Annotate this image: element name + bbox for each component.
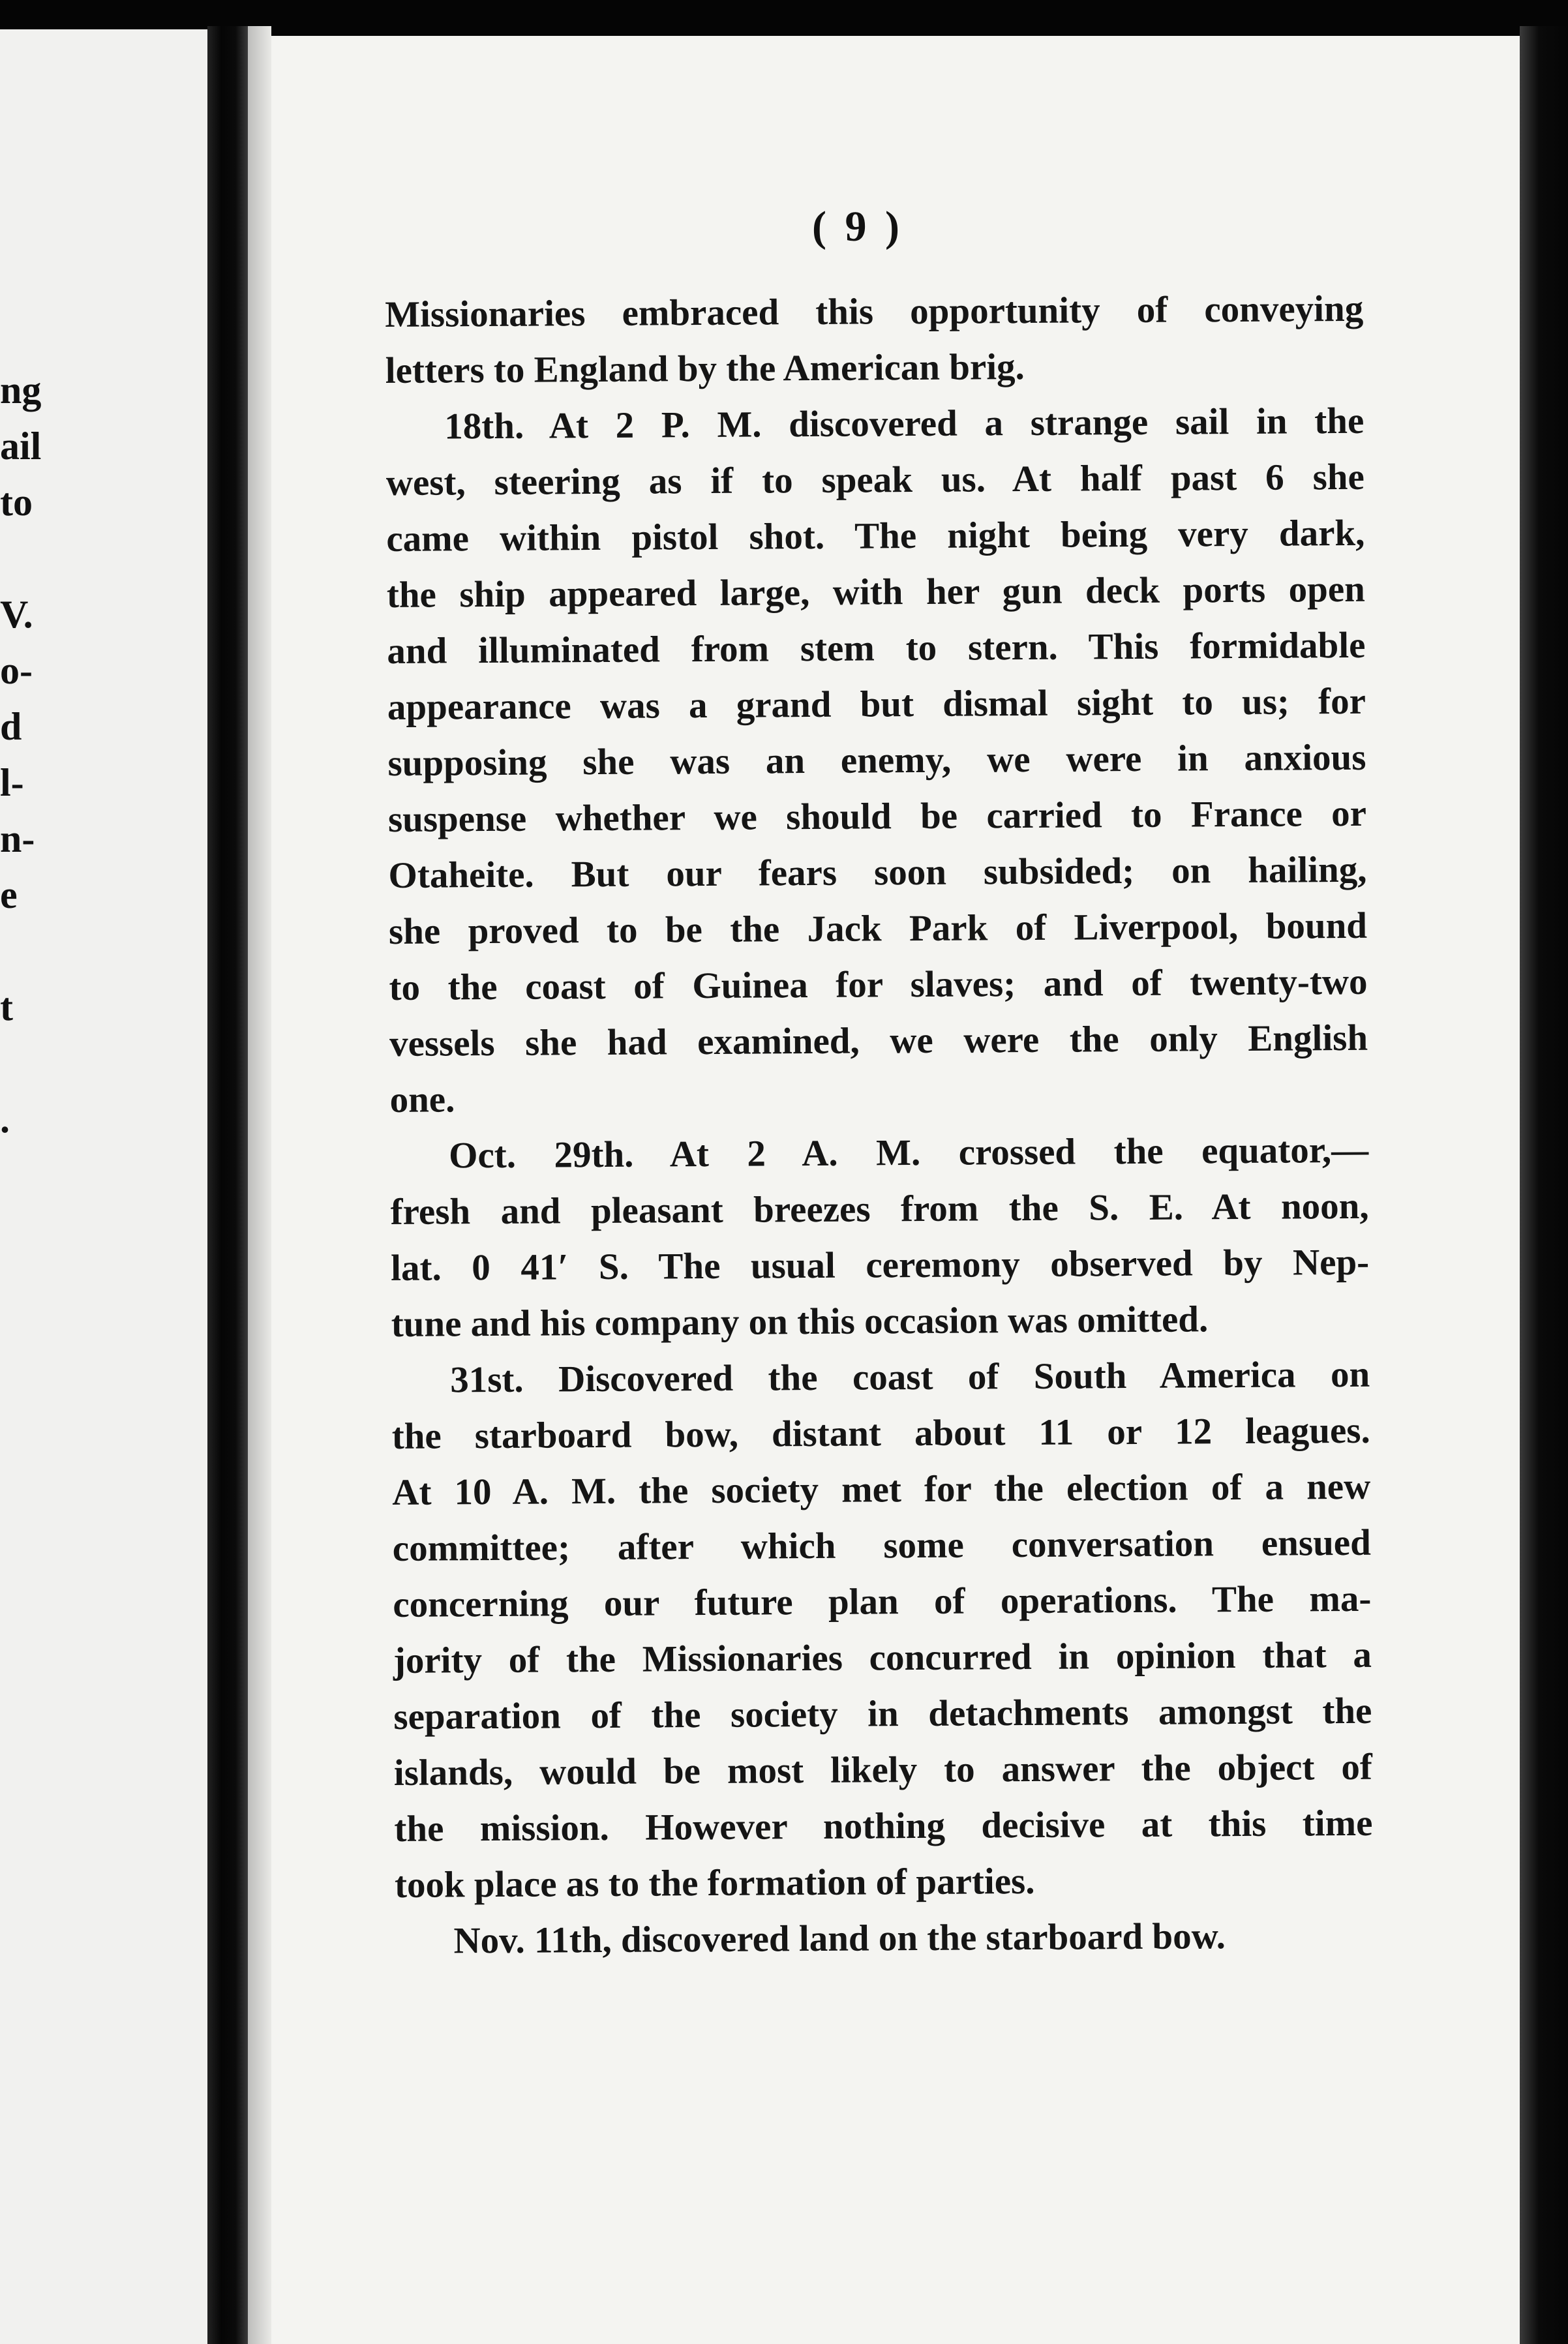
text-line: appearance was a grand but dismal sight to us; for (387, 680, 1366, 728)
text-line: islands, would be most likely to answer the object of (393, 1746, 1373, 1794)
facing-page-fragment: . (0, 1098, 10, 1141)
facing-page-fragment: t (0, 985, 13, 1029)
text-line: came within pistol shot. The night being very dark, (386, 512, 1365, 560)
page-body-text (385, 281, 1374, 1970)
facing-page-remnant (0, 29, 215, 2344)
facing-page-text-fragments (0, 362, 52, 1147)
text-line: committee; after which some conversation ensued (392, 1522, 1371, 1569)
text-line: to the coast of Guinea for slaves; and of twenty-two (389, 961, 1368, 1008)
text-line: Missionaries embraced this opportunity of conveying (385, 288, 1364, 335)
facing-page-fragment: V. (0, 593, 33, 636)
facing-page-fragment: to (0, 481, 33, 524)
facing-page-fragment: ng (0, 368, 42, 412)
book-gutter-shadow (207, 26, 248, 2344)
text-line: tune and his company on this occasion was omitted. (391, 1299, 1209, 1345)
text-line: lat. 0 41′ S. The usual ceremony observed by Nep- (390, 1241, 1370, 1289)
text-line: the ship appeared large, with her gun deck ports open (386, 568, 1366, 616)
text-line: the mission. However nothing decisive at this time (394, 1802, 1373, 1850)
text-line: fresh and pleasant breezes from the S. E. At noon, (390, 1185, 1369, 1233)
facing-page-fragment (0, 923, 52, 979)
facing-page-fragment: e (0, 873, 18, 916)
text-line: 18th. At 2 P. M. discovered a strange sail in the (444, 400, 1364, 447)
text-line: vessels she had examined, we were the only English (389, 1017, 1368, 1064)
scan-right-border (1520, 26, 1568, 2344)
text-line: took place as to the formation of parties. (394, 1860, 1035, 1906)
text-line: Oct. 29th. At 2 A. M. crossed the equator,— (448, 1129, 1369, 1177)
text-line: jority of the Missionaries concurred in opinion that a (393, 1634, 1372, 1681)
facing-page-fragment: ail (0, 425, 42, 468)
text-line: she proved to be the Jack Park of Liverpool, bound (388, 905, 1368, 952)
text-line: At 10 A. M. the society met for the election of a new (392, 1465, 1371, 1513)
facing-page-fragment: d (0, 705, 22, 748)
text-line: and illuminated from stem to stern. This formidable (387, 624, 1366, 672)
text-line: one. (389, 1079, 455, 1120)
text-line: the starboard bow, distant about 11 or 12 leagues. (391, 1409, 1370, 1457)
text-line: suspense whether we should be carried to France or (387, 792, 1367, 840)
page-inner-shade (248, 26, 271, 2344)
facing-page-fragment (0, 530, 52, 586)
text-line: concerning our future plan of operations. The ma- (393, 1578, 1372, 1625)
facing-page-fragment: n- (0, 817, 35, 860)
text-line: separation of the society in detachments amongst the (393, 1690, 1372, 1737)
page-number: ( 9 ) (812, 203, 903, 250)
text-line: 31st. Discovered the coast of South America on (450, 1353, 1370, 1401)
facing-page-fragment (0, 1035, 52, 1091)
text-line: supposing she was an enemy, we were in anxious (387, 736, 1366, 784)
facing-page-fragment: l- (0, 761, 24, 804)
text-line: west, steering as if to speak us. At half past 6 she (385, 456, 1364, 503)
text-line: Nov. 11th, discovered land on the starboard bow. (453, 1916, 1226, 1962)
text-line: Otaheite. But our fears soon subsided; on hailing, (388, 849, 1367, 896)
facing-page-fragment: o- (0, 649, 33, 692)
text-line: letters to England by the American brig. (385, 346, 1025, 391)
